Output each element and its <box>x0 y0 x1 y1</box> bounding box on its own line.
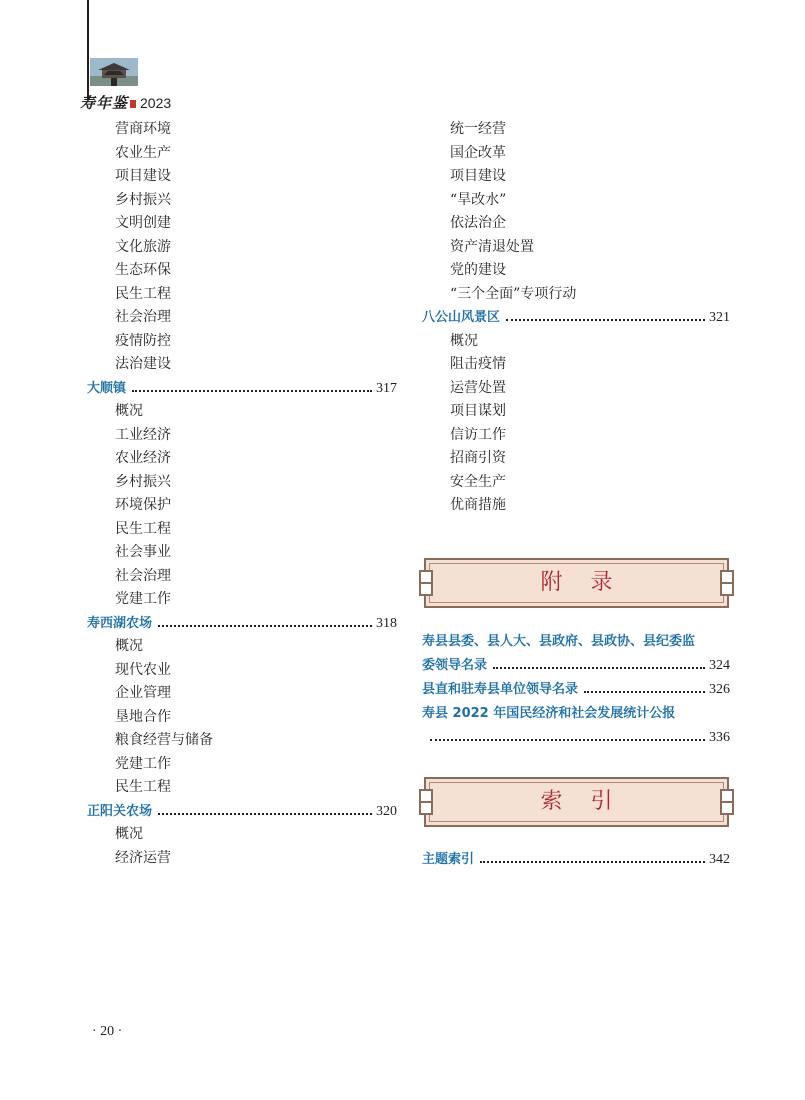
index-banner <box>424 777 729 827</box>
toc-item[interactable]: 粮食经营与储备 <box>115 732 213 748</box>
toc-item[interactable]: 农业生产 <box>115 144 171 161</box>
toc-item[interactable]: 运营处置 <box>450 379 506 396</box>
toc-item[interactable]: 垦地合作 <box>115 708 171 725</box>
toc-item[interactable]: 资产清退处置 <box>450 238 534 255</box>
appendix-entry-leaders-line1[interactable]: 寿县县委、县人大、县政府、县政协、县纪委监 <box>422 634 696 649</box>
toc-item[interactable]: 招商引资 <box>450 450 506 466</box>
appendix-banner <box>424 558 729 608</box>
yearbook-logo-image <box>90 58 138 86</box>
dot-leader <box>506 319 705 321</box>
toc-item[interactable]: “三个全面”专项行动 <box>450 285 577 302</box>
entry-title: 主题索引 <box>422 852 475 867</box>
toc-item[interactable]: 环境保护 <box>115 497 171 513</box>
toc-item[interactable]: 安全生产 <box>450 473 506 490</box>
toc-item[interactable]: “旱改水” <box>450 191 507 208</box>
toc-item[interactable]: 项目谋划 <box>450 403 506 419</box>
toc-item[interactable]: 信访工作 <box>450 426 506 443</box>
page-footer-number: · 20 · <box>92 1024 123 1039</box>
red-seal-icon <box>130 100 136 108</box>
toc-item[interactable]: 民生工程 <box>115 520 171 537</box>
appendix-entry-statistics-title[interactable]: 寿县 2022 年国民经济和社会发展统计公报 <box>422 706 676 721</box>
toc-left-column <box>87 118 397 870</box>
page-number: 326 <box>709 682 730 697</box>
toc-item[interactable]: 概况 <box>450 332 478 349</box>
appendix-banner-label: 附录 <box>540 570 641 595</box>
dot-leader <box>480 861 705 863</box>
toc-item[interactable]: 项目建设 <box>450 168 506 184</box>
index-banner-label: 索引 <box>540 789 641 814</box>
entry-title: 委领导名录 <box>422 658 488 673</box>
section-title: 大顺镇 <box>87 380 127 396</box>
toc-item[interactable]: 疫情防控 <box>115 332 171 349</box>
page-number: 317 <box>376 380 397 396</box>
dot-leader <box>584 691 705 693</box>
yearbook-calligraphy: 寿年鉴 <box>80 94 129 112</box>
section-title: 正阳关农场 <box>87 803 153 819</box>
toc-item[interactable]: 乡村振兴 <box>115 191 171 208</box>
toc-item[interactable]: 党的建设 <box>450 262 506 278</box>
dot-leader <box>493 667 705 669</box>
appendix-entry-units[interactable] <box>422 678 730 702</box>
toc-item[interactable]: 国企改革 <box>450 144 506 161</box>
toc-item[interactable]: 党建工作 <box>115 755 171 772</box>
toc-right-column <box>422 118 730 518</box>
appendix-entry-statistics[interactable] <box>422 726 730 750</box>
page-number: 324 <box>709 658 730 673</box>
toc-item[interactable]: 文化旅游 <box>115 238 171 255</box>
toc-item[interactable]: 项目建设 <box>115 168 171 184</box>
page-number: 336 <box>709 730 730 745</box>
dot-leader <box>158 813 372 815</box>
toc-item[interactable]: 依法治企 <box>450 215 506 231</box>
dot-leader <box>158 625 372 627</box>
toc-item[interactable]: 营商环境 <box>115 121 171 137</box>
toc-item[interactable]: 企业管理 <box>115 685 171 701</box>
toc-item[interactable]: 乡村振兴 <box>115 473 171 490</box>
toc-item[interactable]: 社会事业 <box>115 544 171 560</box>
section-title: 寿西湖农场 <box>87 615 153 631</box>
toc-item[interactable]: 法治建设 <box>115 356 171 372</box>
page-number: 320 <box>376 803 397 819</box>
toc-item[interactable]: 社会治理 <box>115 567 171 584</box>
yearbook-year: 2023 <box>140 95 172 111</box>
appendix-entry-leaders[interactable] <box>422 654 730 678</box>
page-number: 318 <box>376 615 397 631</box>
toc-item[interactable]: 民生工程 <box>115 285 171 302</box>
toc-item[interactable]: 统一经营 <box>450 121 506 137</box>
toc-section-bagongshan[interactable] <box>422 306 730 330</box>
appendix-entries <box>422 630 730 750</box>
index-entry-subject[interactable] <box>422 848 730 872</box>
toc-item[interactable]: 民生工程 <box>115 779 171 795</box>
toc-item[interactable]: 概况 <box>115 403 143 419</box>
dot-leader <box>430 739 705 741</box>
toc-item[interactable]: 现代农业 <box>115 661 171 678</box>
toc-item[interactable]: 概况 <box>115 638 143 654</box>
dot-leader <box>132 390 372 392</box>
yearbook-title <box>80 92 171 113</box>
index-entries <box>422 848 730 872</box>
toc-item[interactable]: 经济运营 <box>115 849 171 866</box>
toc-item[interactable]: 优商措施 <box>450 497 506 513</box>
entry-title: 县直和驻寿县单位领导名录 <box>422 682 579 697</box>
toc-item[interactable]: 党建工作 <box>115 591 171 607</box>
toc-section-zhengyangguan[interactable] <box>87 800 397 824</box>
toc-item[interactable]: 社会治理 <box>115 309 171 325</box>
toc-item[interactable]: 文明创建 <box>115 215 171 231</box>
toc-item[interactable]: 农业经济 <box>115 450 171 466</box>
toc-item[interactable]: 阻击疫情 <box>450 356 506 372</box>
toc-section-shouxihu[interactable] <box>87 612 397 636</box>
toc-item[interactable]: 概况 <box>115 826 143 842</box>
toc-section-dashun[interactable] <box>87 377 397 401</box>
page-number: 342 <box>709 852 730 867</box>
header-vertical-rule <box>87 0 89 100</box>
toc-item[interactable]: 工业经济 <box>115 426 171 443</box>
city-gate-icon <box>90 58 138 86</box>
page-number: 321 <box>709 310 730 325</box>
toc-item[interactable]: 生态环保 <box>115 262 171 278</box>
section-title: 八公山风景区 <box>422 310 501 325</box>
